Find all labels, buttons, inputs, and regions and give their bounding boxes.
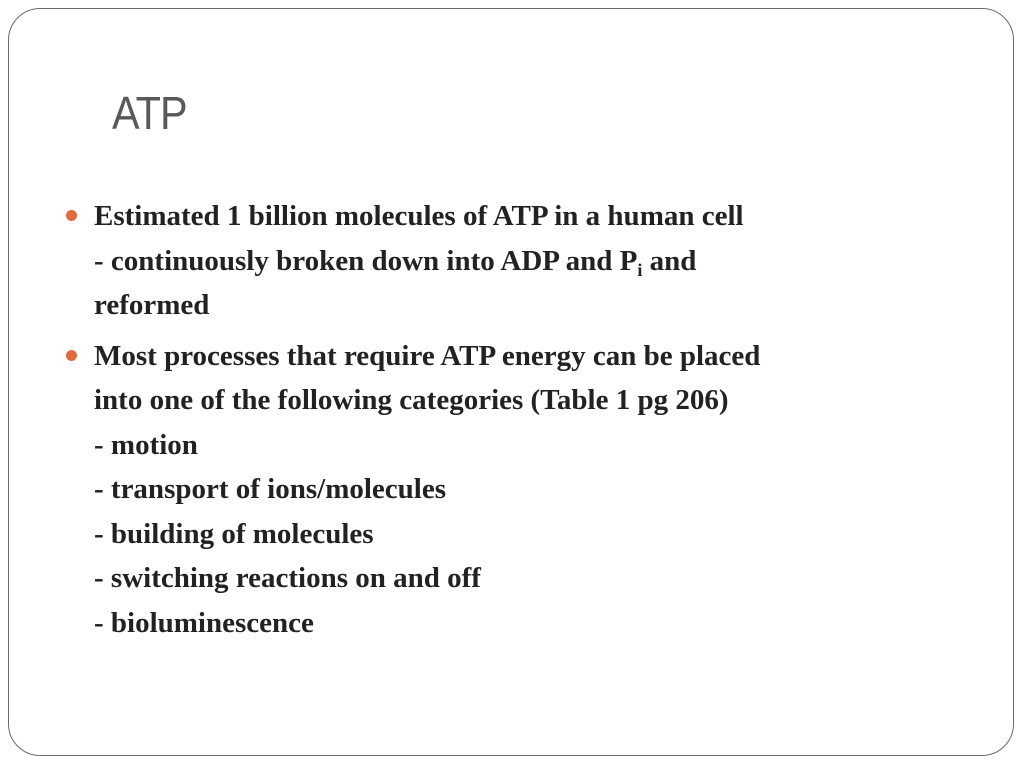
subscript-text: i [637,259,643,280]
bullet-line: - bioluminescence [94,606,314,639]
bullet-item [94,194,974,328]
bullet-line: Most processes that require ATP energy can be placed [94,339,761,372]
bullet-line: into one of the following categories (Table 1 pg 206) [94,384,729,416]
slide-body [94,194,974,651]
bullet-line: - switching reactions on and off [94,562,481,594]
bullet-line: - motion [94,428,198,461]
slide-title: ATP [112,87,187,139]
bullet-line: reformed [94,289,210,321]
bullet-line-text: and [642,244,697,277]
bullet-line: Estimated 1 billion molecules of ATP in a human cell [94,200,744,232]
bullet-line-text: - continuously broken down into ADP and P [94,244,638,277]
bullet-item [94,334,974,646]
bullet-line: - transport of ions/molecules [94,473,446,505]
bullet-dot-icon [66,210,77,221]
bullet-dot-icon [66,350,77,361]
bullet-line [94,239,974,284]
bullet-line: - building of molecules [94,517,374,550]
